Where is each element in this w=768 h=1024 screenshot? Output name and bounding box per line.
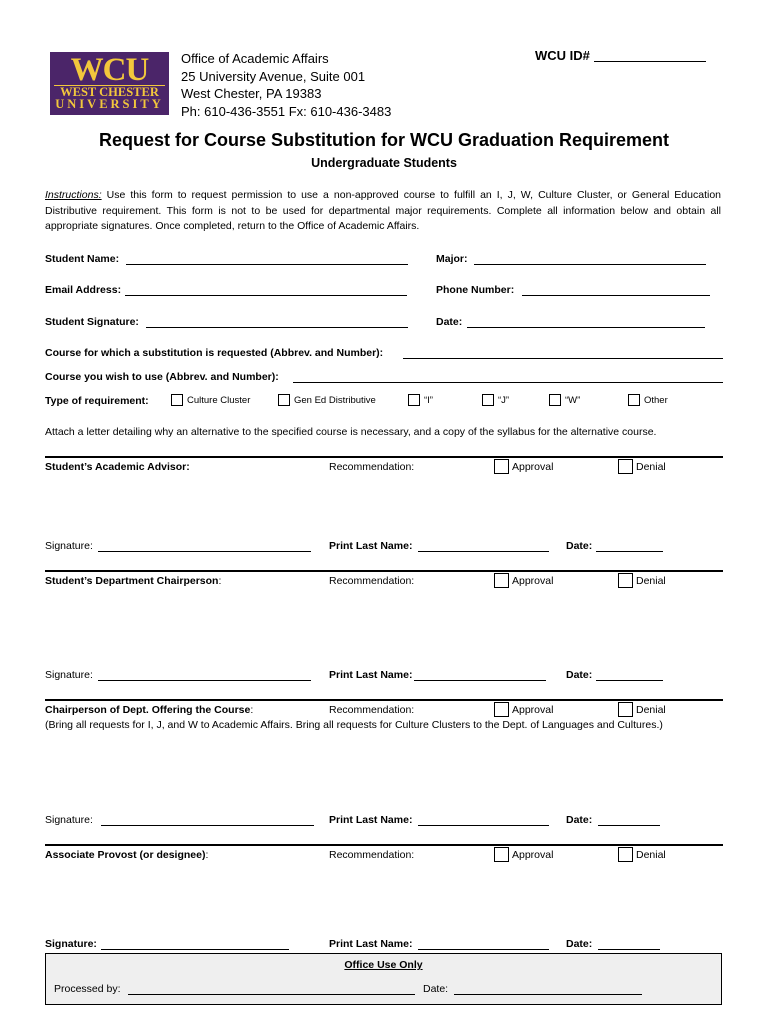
provost-date-field[interactable] — [598, 949, 660, 950]
offering-chair-note: (Bring all requests for I, J, and W to Academic Affairs. Bring all requests for Culture Clusters to the Dept. of Languages and Cultures.) — [45, 719, 663, 731]
i-label: “I” — [424, 395, 433, 406]
major-label: Major: — [436, 253, 468, 265]
advisor-denial-checkbox[interactable] — [618, 459, 633, 474]
course-use-label: Course you wish to use (Abbrev. and Number): — [45, 371, 279, 383]
section-divider — [45, 570, 723, 572]
advisor-print-name-field[interactable] — [418, 551, 549, 552]
print-name-label: Print Last Name: — [329, 938, 413, 950]
email-field[interactable] — [125, 295, 407, 296]
signature-label: Signature: — [45, 669, 93, 681]
gen-ed-checkbox[interactable] — [278, 394, 290, 406]
form-title: Request for Course Substitution for WCU Graduation Requirement — [98, 130, 669, 150]
offering-chair-signature-field[interactable] — [101, 825, 314, 826]
dept-chair-date-field[interactable] — [596, 680, 663, 681]
form-subtitle: Undergraduate Students — [311, 156, 457, 170]
offering-chair-title: Chairperson of Dept. Offering the Course: — [45, 704, 254, 716]
approval-label: Approval — [512, 575, 554, 587]
provost-approval-checkbox[interactable] — [494, 847, 509, 862]
recommendation-label: Recommendation: — [329, 704, 415, 716]
gen-ed-label: Gen Ed Distributive — [294, 395, 376, 406]
wcu-id-field[interactable]: WCU ID# — [535, 48, 706, 63]
wcu-logo: WCU WEST CHESTER UNIVERSITY — [50, 52, 169, 115]
requirement-type-label: Type of requirement: — [45, 395, 149, 407]
dept-chair-print-name-field[interactable] — [414, 680, 546, 681]
dept-chair-denial-checkbox[interactable] — [618, 573, 633, 588]
advisor-approval-checkbox[interactable] — [494, 459, 509, 474]
other-label: Other — [644, 395, 668, 406]
student-name-field[interactable] — [126, 264, 408, 265]
provost-denial-checkbox[interactable] — [618, 847, 633, 862]
office-date-label: Date: — [423, 983, 449, 995]
advisor-signature-field[interactable] — [98, 551, 311, 552]
j-label: “J” — [498, 395, 510, 406]
provost-signature-field[interactable] — [101, 949, 289, 950]
recommendation-label: Recommendation: — [329, 461, 415, 473]
culture-cluster-checkbox[interactable] — [171, 394, 183, 406]
recommendation-label: Recommendation: — [329, 849, 415, 861]
advisor-title: Student’s Academic Advisor: — [45, 461, 190, 473]
email-label: Email Address: — [45, 284, 122, 296]
date-label: Date: — [566, 540, 593, 552]
student-name-label: Student Name: — [45, 253, 120, 265]
date-label: Date: — [566, 938, 593, 950]
office-use-box — [45, 953, 722, 1005]
processed-by-label: Processed by: — [54, 983, 121, 995]
phone-field[interactable] — [522, 295, 710, 296]
phone-label: Phone Number: — [436, 284, 515, 296]
section-divider — [45, 699, 723, 701]
office-date-field[interactable] — [454, 994, 642, 995]
print-name-label: Print Last Name: — [329, 814, 413, 826]
office-use-title: Office Use Only — [344, 959, 423, 971]
date-label: Date: — [566, 669, 593, 681]
i-checkbox[interactable] — [408, 394, 420, 406]
dept-chair-approval-checkbox[interactable] — [494, 573, 509, 588]
denial-label: Denial — [636, 849, 666, 861]
w-label: “W” — [565, 395, 581, 406]
denial-label: Denial — [636, 704, 666, 716]
provost-print-name-field[interactable] — [418, 949, 549, 950]
attach-note: Attach a letter detailing why an alternative to the specified course is necessary, and a copy of the syllabus for the alternative course. — [45, 426, 657, 438]
w-checkbox[interactable] — [549, 394, 561, 406]
course-requested-field[interactable] — [403, 358, 723, 359]
offering-chair-print-name-field[interactable] — [418, 825, 549, 826]
other-checkbox[interactable] — [628, 394, 640, 406]
denial-label: Denial — [636, 461, 666, 473]
offering-chair-date-field[interactable] — [598, 825, 660, 826]
signature-label: Signature: — [45, 938, 97, 950]
advisor-date-field[interactable] — [596, 551, 663, 552]
instructions: Instructions: Use this form to request permission to use a non-approved course to fulfill an I, J, W, Culture Cluster, or General Education Distributive requirement. This form is not to be used for departmental major requirements. Complete all information below and obtain all appropriate signatures. Once completed, return to the Office of Academic Affairs. — [45, 189, 721, 232]
offering-chair-denial-checkbox[interactable] — [618, 702, 633, 717]
signature-label: Signature: — [45, 540, 93, 552]
course-use-field[interactable] — [293, 382, 723, 383]
j-checkbox[interactable] — [482, 394, 494, 406]
offering-chair-approval-checkbox[interactable] — [494, 702, 509, 717]
student-date-field[interactable] — [467, 327, 705, 328]
date-label: Date: — [566, 814, 593, 826]
print-name-label: Print Last Name: — [329, 540, 413, 552]
dept-chair-signature-field[interactable] — [98, 680, 311, 681]
student-date-label: Date: — [436, 316, 463, 328]
provost-title: Associate Provost (or designee): — [45, 849, 209, 861]
signature-label: Signature: — [45, 814, 93, 826]
major-field[interactable] — [474, 264, 706, 265]
approval-label: Approval — [512, 849, 554, 861]
denial-label: Denial — [636, 575, 666, 587]
section-divider — [45, 456, 723, 458]
dept-chair-title: Student’s Department Chairperson: — [45, 575, 222, 587]
office-address: Office of Academic Affairs 25 University Avenue, Suite 001 West Chester, PA 19383 Ph: 610-436-3551 Fx: 610-436-3483 — [181, 51, 392, 119]
approval-label: Approval — [512, 461, 554, 473]
student-signature-field[interactable] — [146, 327, 408, 328]
approval-label: Approval — [512, 704, 554, 716]
student-signature-label: Student Signature: — [45, 316, 139, 328]
processed-by-field[interactable] — [128, 994, 415, 995]
recommendation-label: Recommendation: — [329, 575, 415, 587]
section-divider — [45, 844, 723, 846]
course-requested-label: Course for which a substitution is requested (Abbrev. and Number): — [45, 347, 384, 359]
print-name-label: Print Last Name: — [329, 669, 413, 681]
culture-cluster-label: Culture Cluster — [187, 395, 251, 406]
